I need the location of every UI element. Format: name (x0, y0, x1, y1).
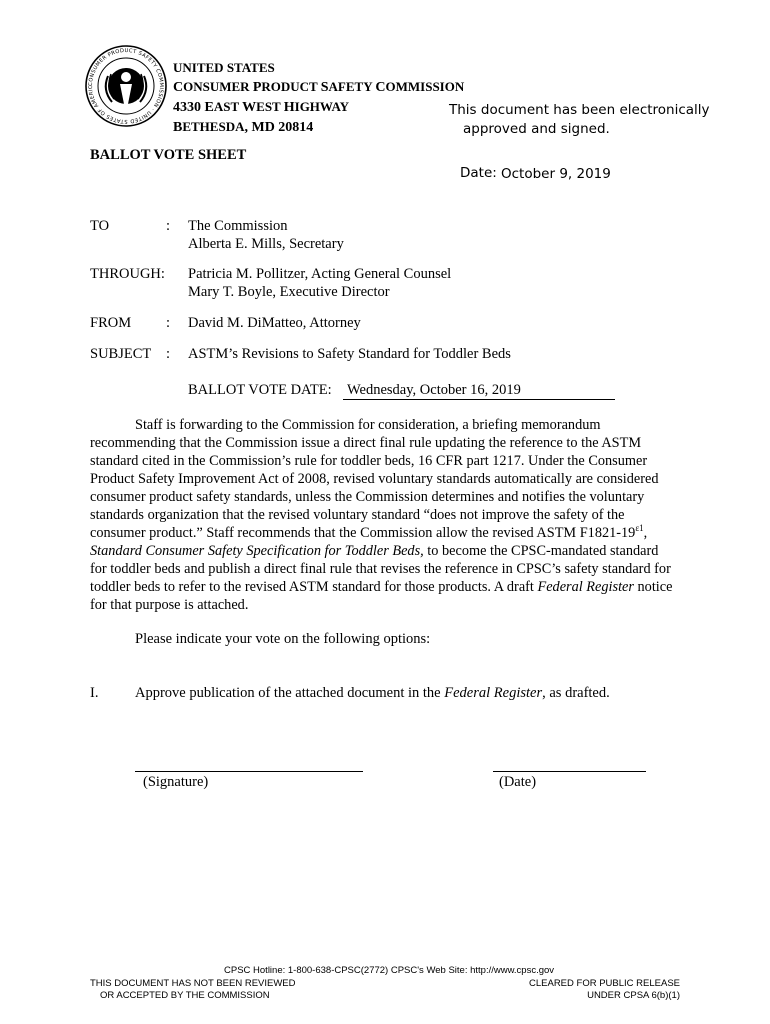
date-line[interactable] (493, 771, 646, 772)
ballot-vote-date-value: Wednesday, October 16, 2019 (347, 382, 521, 398)
through-label: THROUGH: (90, 266, 165, 282)
esign-date-value: October 9, 2019 (501, 166, 611, 182)
ballot-vote-date-label: BALLOT VOTE DATE: (188, 382, 332, 398)
svg-text:CONSUMER PRODUCT SAFETY COMMIS: CONSUMER PRODUCT SAFETY COMMISSION · UNITED STATES OF AMERIC (87, 47, 165, 125)
from-value: David M. DiMatteo, Attorney (188, 315, 361, 331)
ballot-date-underline (343, 399, 615, 400)
footer-right-line-2: UNDER CPSA 6(b)(1) (587, 990, 680, 1001)
date-signature-label: (Date) (499, 774, 537, 790)
to-colon: : (166, 218, 171, 234)
to-secretary: Alberta E. Mills, Secretary (188, 236, 344, 252)
cpsc-seal-logo (84, 44, 168, 128)
subject-label: SUBJECT (90, 346, 152, 362)
footer-left-line-1: THIS DOCUMENT HAS NOT BEEN REVIEWED (90, 978, 296, 989)
header-line-1: UNITED STATES (173, 60, 275, 75)
signature-line[interactable] (135, 771, 363, 772)
vote-instruction: Please indicate your vote on the following options: (135, 631, 431, 647)
footer-hotline: CPSC Hotline: 1-800-638-CPSC(2772) CPSC's Web Site: http://www.cpsc.gov (224, 965, 555, 976)
option-text: Approve publication of the attached document in the Federal Register, as drafted. (135, 685, 610, 701)
body-paragraph: Staff is forwarding to the Commission for consideration, a briefing memorandum recommending that the Commission issue a direct final rule updating the reference to the ASTM standard cited in the Commission’s rule for toddler beds, 16 CFR part 1217. Under the Consumer Product Safety Improvement Act of 2008, revised voluntary standards automatically are considered consumer product safety standards, unless the Commission determines and notifies the voluntary standards organization that the revised voluntary standard “does not improve the safety of the consumer product.” Staff recommends that the Commission allow the revised ASTM $F1821-19^{\varepsilon 1}$, Standard Consumer Safety Specification for Toddler Beds, to become the CPSC-mandated standard for toddler beds and publish a direct final rule that revises the reference in CPSC’s safety standard for toddler beds to refer to the revised ASTM standard for those products. A draft Federal Register notice for that purpose is attached. (90, 417, 673, 613)
through-counsel: Patricia M. Pollitzer, Acting General Counsel (188, 266, 452, 282)
signature-label: (Signature) (143, 774, 209, 790)
from-colon: : (166, 315, 171, 331)
subject-colon: : (166, 346, 171, 362)
header-line-2: CONSUMER PRODUCT SAFETY COMMISSION (173, 79, 465, 95)
subject-value: ASTM’s Revisions to Safety Standard for Toddler Beds (188, 346, 511, 362)
ballot-vote-sheet-title: BALLOT VOTE SHEET (90, 147, 247, 163)
esign-line-1: This document has been electronically (449, 102, 710, 118)
header-line-3: 4330 EAST WEST HIGHWAY (173, 99, 350, 115)
header-line-4: BETHESDA, MD 20814 (173, 119, 314, 135)
through-director: Mary T. Boyle, Executive Director (188, 284, 390, 300)
agency-header (173, 58, 464, 137)
from-label: FROM (90, 315, 132, 331)
esign-date-label: Date: (460, 165, 497, 181)
to-recipient: The Commission (188, 218, 288, 234)
footer-right-line-1: CLEARED FOR PUBLIC RELEASE (529, 978, 680, 989)
footer-left-line-2: OR ACCEPTED BY THE COMMISSION (100, 990, 270, 1001)
option-numeral: I. (90, 685, 99, 701)
to-label: TO (90, 218, 110, 234)
esign-line-2: approved and signed. (463, 121, 610, 137)
